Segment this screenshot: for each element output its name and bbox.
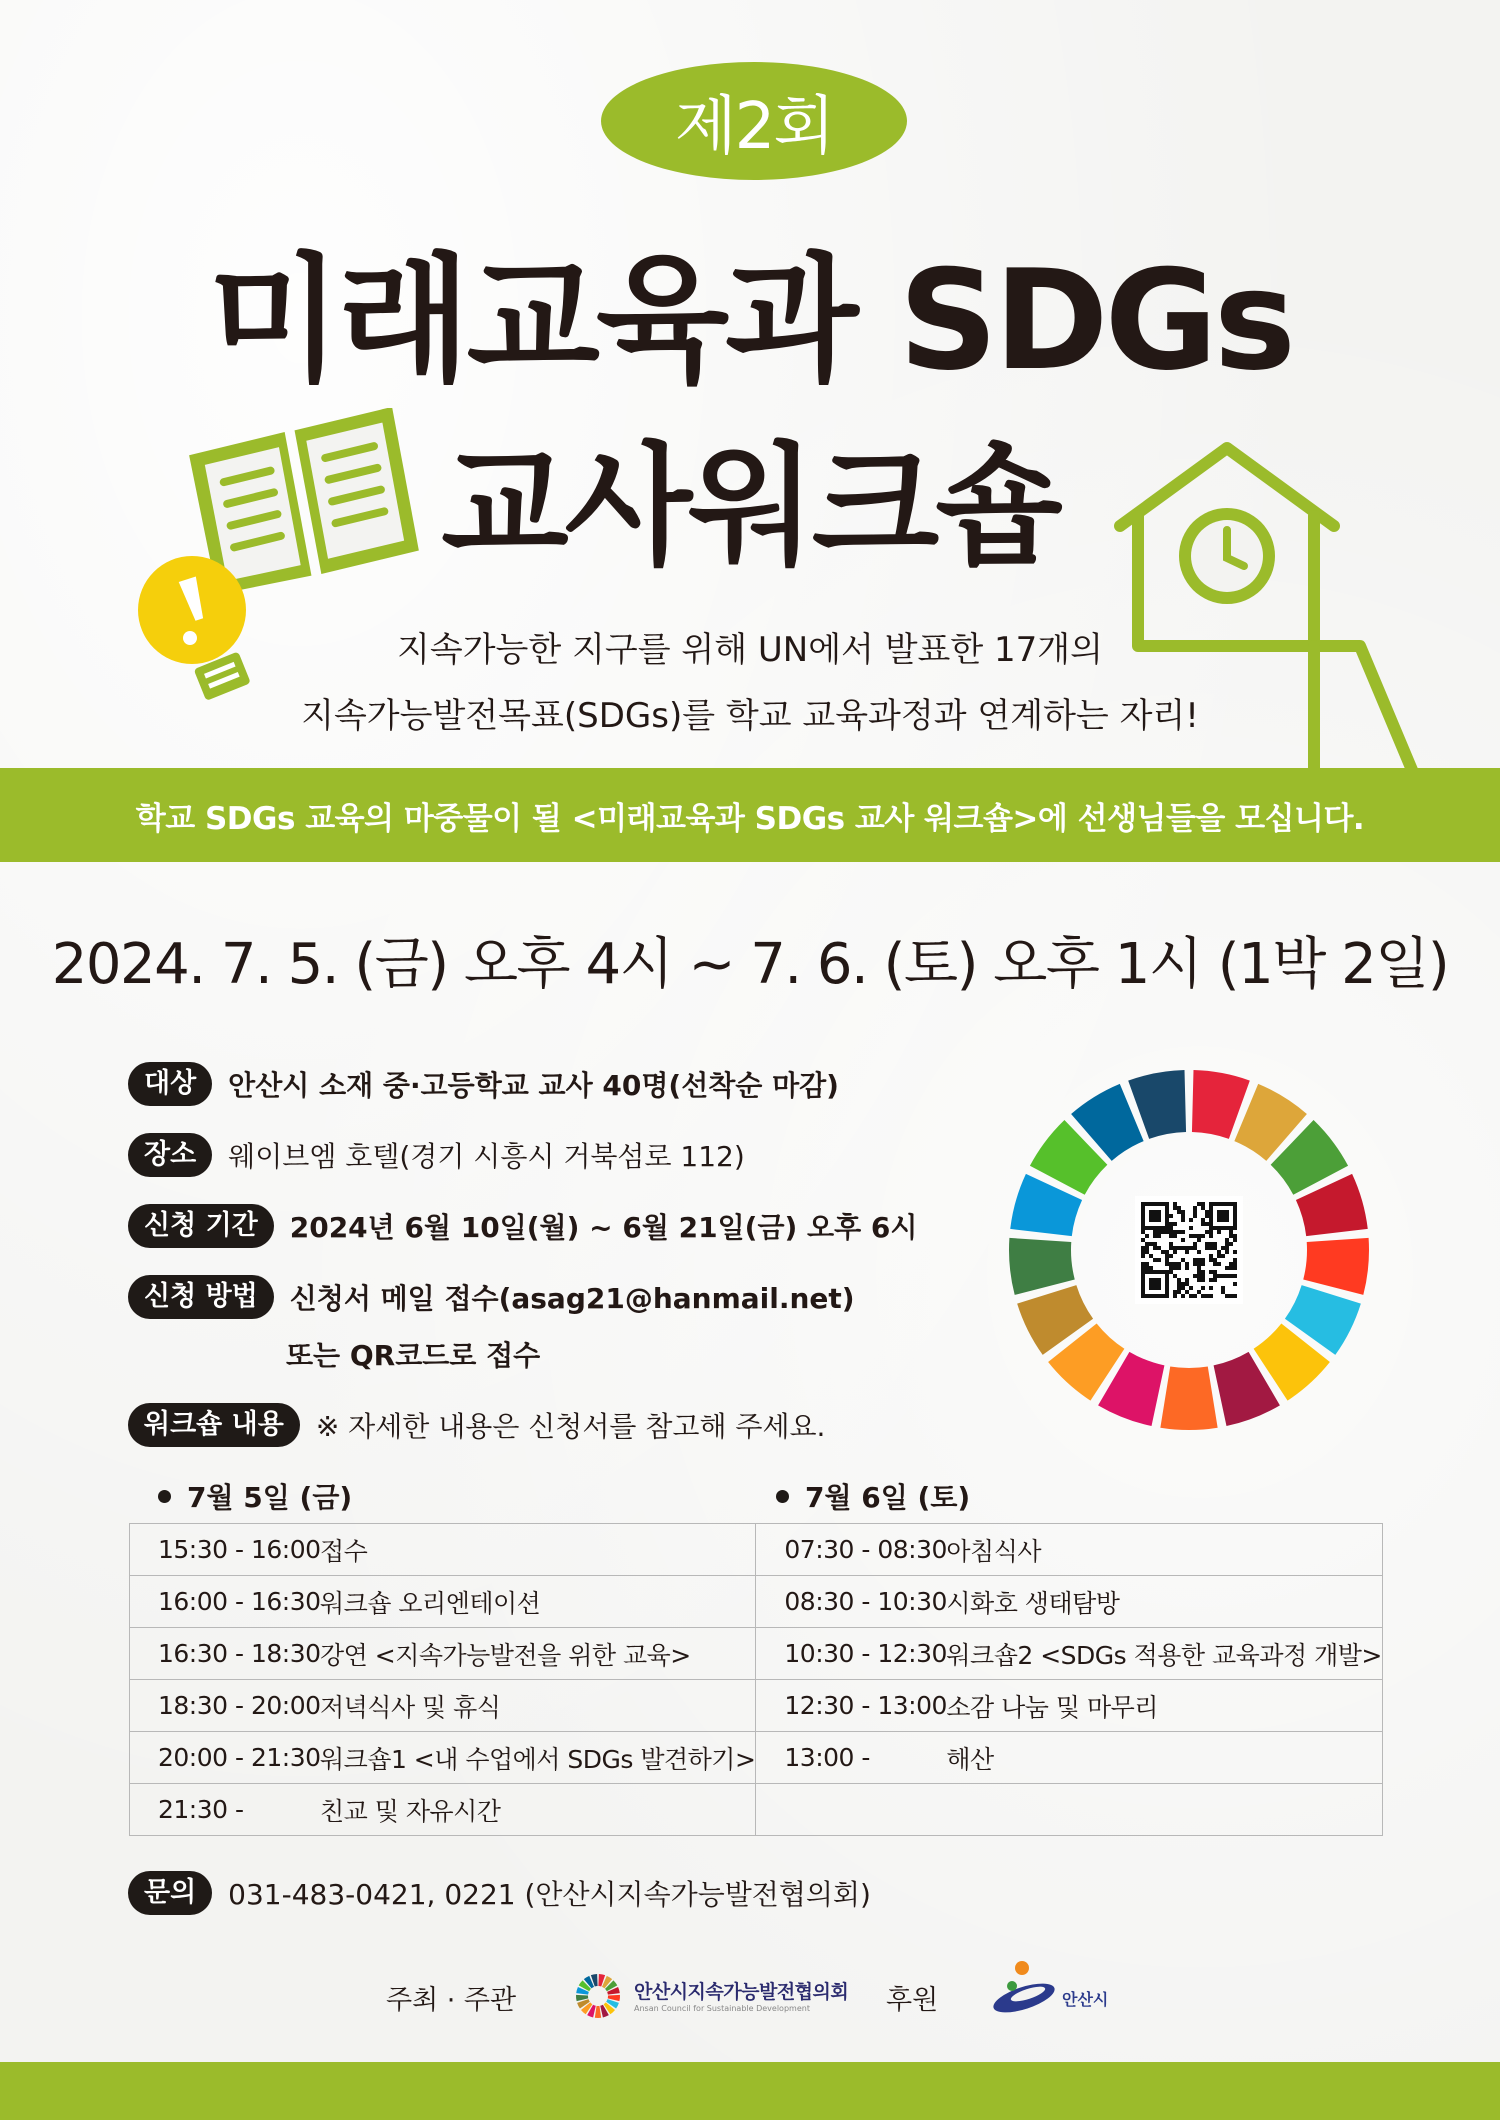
schedule-activity: 워크숍2 <SDGs 적용한 교육과정 개발> — [946, 1640, 1382, 1670]
content-text: ※ 자세한 내용은 신청서를 참고해 주세요. — [315, 1410, 826, 1443]
detail-target — [128, 1062, 839, 1106]
day1-cell — [130, 1784, 756, 1836]
day1-cell — [130, 1524, 756, 1576]
edition-badge: 제2회 — [601, 62, 907, 180]
intro-line-2: 지속가능발전목표(SDGs)를 학교 교육과정과 연계하는 자리! — [301, 696, 1199, 736]
sponsor-label: 후원 — [886, 1985, 939, 2016]
council-logo-icon — [572, 1970, 628, 2020]
event-date: 2024. 7. 5. (금) 오후 4시 ~ 7. 6. (토) 오후 1시 (1박 2일) — [51, 932, 1449, 997]
method-text-2: 또는 QR코드로 접수 — [286, 1339, 541, 1372]
day1-cell — [130, 1576, 756, 1628]
bullet-icon — [776, 1490, 789, 1503]
schedule-time: 13:00 - — [784, 1743, 870, 1772]
content-label: 워크숍 내용 — [128, 1403, 300, 1447]
page-subtitle: 교사워크숍 — [441, 430, 1059, 584]
sdg-segment — [1160, 1366, 1217, 1430]
schedule-time: 10:30 - 12:30 — [784, 1639, 947, 1668]
day1-heading — [158, 1476, 352, 1516]
day2-cell — [756, 1732, 1382, 1784]
venue-text: 웨이브엠 호텔(경기 시흥시 거북섬로 112) — [228, 1140, 745, 1173]
table-row — [130, 1524, 1383, 1576]
schedule-time: 16:00 - 16:30 — [158, 1587, 321, 1616]
schedule-time: 18:30 - 20:00 — [158, 1691, 321, 1720]
schedule-time: 15:30 - 16:00 — [158, 1535, 321, 1564]
contact-label: 문의 — [128, 1871, 212, 1915]
sdg-segment — [1009, 1238, 1075, 1295]
bullet-icon — [158, 1490, 171, 1503]
schedule-activity: 시화호 생태탐방 — [946, 1588, 1120, 1618]
detail-venue — [128, 1133, 745, 1177]
ansan-logo — [990, 1958, 1108, 2018]
schedule-activity: 저녁식사 및 휴식 — [320, 1692, 501, 1722]
council-logo — [572, 1970, 848, 2020]
detail-period — [128, 1204, 917, 1248]
invitation-banner — [0, 768, 1500, 862]
table-row — [130, 1680, 1383, 1732]
day2-cell — [756, 1784, 1382, 1836]
day2-cell — [756, 1576, 1382, 1628]
day2-cell — [756, 1524, 1382, 1576]
schedule-time: 20:00 - 21:30 — [158, 1743, 321, 1772]
footer-bar — [0, 2062, 1500, 2120]
host-label: 주최 · 주관 — [386, 1985, 517, 2016]
invitation-banner-text: 학교 SDGs 교육의 마중물이 될 <미래교육과 SDGs 교사 워크숍>에 선생님들을 모십니다. — [135, 800, 1365, 837]
day2-heading — [776, 1476, 970, 1516]
ansan-name: 안산시 — [1062, 1990, 1109, 2009]
method-label: 신청 방법 — [128, 1275, 274, 1319]
day1-cell — [130, 1680, 756, 1732]
council-name-ko: 안산시지속가능발전협의회 — [634, 1981, 849, 2003]
detail-method — [128, 1275, 855, 1319]
schedule-activity: 워크숍 오리엔테이션 — [320, 1588, 541, 1618]
venue-label: 장소 — [128, 1133, 212, 1177]
qr-code-icon[interactable] — [1135, 1196, 1243, 1304]
day1-cell — [130, 1628, 756, 1680]
schedule-activity: 소감 나눔 및 마무리 — [946, 1692, 1158, 1722]
schedule-activity: 워크숍1 <내 수업에서 SDGs 발견하기> — [320, 1744, 756, 1774]
period-label: 신청 기간 — [128, 1204, 274, 1248]
table-row — [130, 1732, 1383, 1784]
contact-text: 031-483-0421, 0221 (안산시지속가능발전협의회) — [228, 1878, 871, 1911]
table-row — [130, 1576, 1383, 1628]
schedule-activity: 친교 및 자유시간 — [320, 1796, 501, 1826]
table-row — [130, 1784, 1383, 1836]
schedule-time: 07:30 - 08:30 — [784, 1535, 947, 1564]
mini-sdg-segment — [595, 2006, 601, 2018]
schedule-time: 21:30 - — [158, 1795, 244, 1824]
council-name-en: Ansan Council for Sustainable Development — [634, 2004, 810, 2013]
target-label: 대상 — [128, 1062, 212, 1106]
day1-heading-text: 7월 5일 (금) — [187, 1481, 353, 1514]
contact — [128, 1871, 871, 1915]
day2-cell — [756, 1628, 1382, 1680]
schedule-time: 16:30 - 18:30 — [158, 1639, 321, 1668]
ansan-city-logo-icon — [990, 1958, 1060, 2018]
day2-cell — [756, 1680, 1382, 1732]
period-text: 2024년 6월 10일(월) ~ 6월 21일(금) 오후 6시 — [289, 1211, 918, 1244]
intro-line-1: 지속가능한 지구를 위해 UN에서 발표한 17개의 — [397, 630, 1103, 670]
schedule-time: 08:30 - 10:30 — [784, 1587, 947, 1616]
target-text: 안산시 소재 중·고등학교 교사 40명(선착순 마감) — [228, 1069, 839, 1102]
schedule-activity: 아침식사 — [946, 1536, 1042, 1566]
table-row — [130, 1628, 1383, 1680]
schedule-time: 12:30 - 13:00 — [784, 1691, 947, 1720]
day1-cell — [130, 1732, 756, 1784]
page-title: 미래교육과 SDGs — [208, 240, 1292, 401]
sdg-wheel-icon — [1004, 1065, 1374, 1435]
schedule-table — [129, 1523, 1383, 1836]
schedule-activity: 해산 — [946, 1744, 994, 1774]
method-text: 신청서 메일 접수(asag21@hanmail.net) — [289, 1282, 855, 1315]
schedule-activity: 강연 <지속가능발전을 위한 교육> — [320, 1640, 691, 1670]
detail-content — [128, 1403, 825, 1447]
schedule-activity: 접수 — [320, 1536, 368, 1566]
day2-heading-text: 7월 6일 (토) — [805, 1481, 971, 1514]
sdg-segment — [1303, 1238, 1369, 1295]
